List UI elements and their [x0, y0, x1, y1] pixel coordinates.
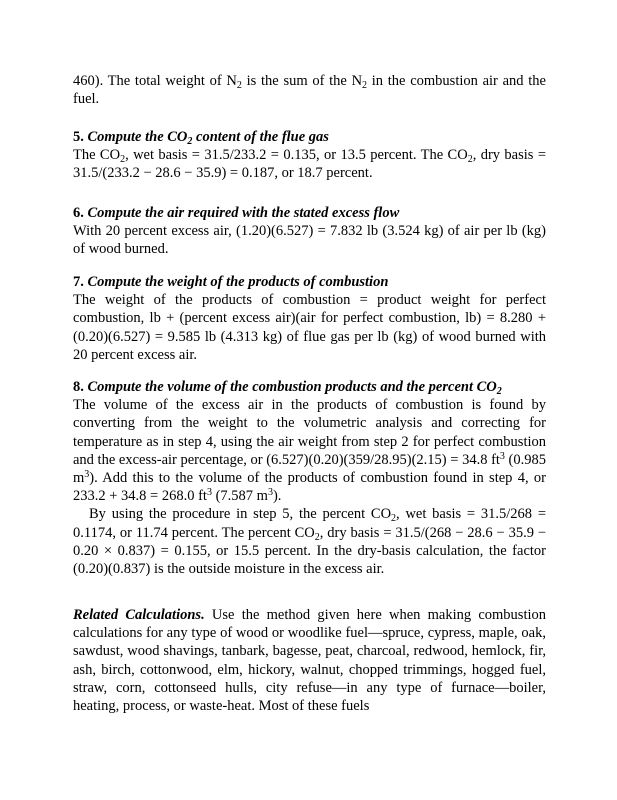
step-7-section	[73, 273, 546, 364]
step-8-heading: 8. Compute the volume of the combustion products and the percent $CO_2$	[73, 379, 502, 397]
step-8-section	[73, 378, 546, 578]
related-calculations-text: Related Calculations. Use the method given here when making combustion calculations for any type of wood or woodlike fuel—spruce, cypress, maple, oak, sawdust, wood shavings, tanbark, bagesse, peat, charcoal, redwood, hemlock, fir, ash, birch, cottonwood, elm, hickory, walnut, chopped trimmings, hogged fuel, straw, corn, cottonseed hulls, city refuse—in any type of furnace—boiler, heating, process, or waste-heat. Most of these fuels	[73, 607, 546, 715]
step-6-section	[73, 204, 546, 259]
intro-text: 460). The total weight of $N_2$ is the sum of the $N_2$ in the combustion air and the fuel.	[73, 73, 546, 108]
intro-paragraph	[73, 72, 546, 108]
step-8-paragraph-1: The volume of the excess air in the products of combustion is found by converting from the weight to the volumetric analysis and correcting for temperature as in step 4, using the air weight from step 2 for perfect combustion and the excess-air percentage, or (6.527)(0.20)(359/28.95)(2.15) = 34.8 $ft^3$ (0.985 $m^3$). Add this to the volume of the products of combustion found in step 4, or 233.2 + 34.8 = 268.0 $ft^3$ (7.587 $m^3$).	[73, 397, 547, 505]
step-7-heading: 7. Compute the weight of the products of combustion	[73, 274, 389, 290]
step-6-body: With 20 percent excess air, (1.20)(6.527) = 7.832 lb (3.524 kg) of air per lb (kg) of wood burned.	[73, 223, 546, 258]
step-5-heading: 5. Compute the $CO_2$ content of the flue gas	[73, 129, 329, 147]
step-5-body: The $CO_2$, wet basis = 31.5/233.2 = 0.135, or 13.5 percent. The $CO_2$, dry basis = 31.5/(233.2 − 28.6 − 35.9) = 0.187, or 18.7 percent.	[73, 147, 546, 182]
step-6-heading: 6. Compute the air required with the stated excess flow	[73, 205, 400, 221]
related-calculations-section	[73, 606, 546, 715]
step-7-body: The weight of the products of combustion = product weight for perfect combustion, lb + (percent excess air)(air for perfect combustion, lb) = 8.280 + (0.20)(6.527) = 9.585 lb (4.313 kg) of flue gas per lb (kg) of wood burned with 20 percent excess air.	[73, 292, 546, 363]
step-8-paragraph-2: By using the procedure in step 5, the percent $CO_2$, wet basis = 31.5/268 = 0.1174, or 11.74 percent. The percent $CO_2$, dry basis = 31.5/(268 − 28.6 − 35.9 − 0.20 × 0.837) = 0.155, or 15.5 percent. In the dry-basis calculation, the factor (0.20)(0.837) is the outside moisture in the excess air.	[73, 506, 546, 578]
related-calculations-label: Related Calculations.	[73, 607, 205, 623]
step-5-section	[73, 128, 546, 183]
